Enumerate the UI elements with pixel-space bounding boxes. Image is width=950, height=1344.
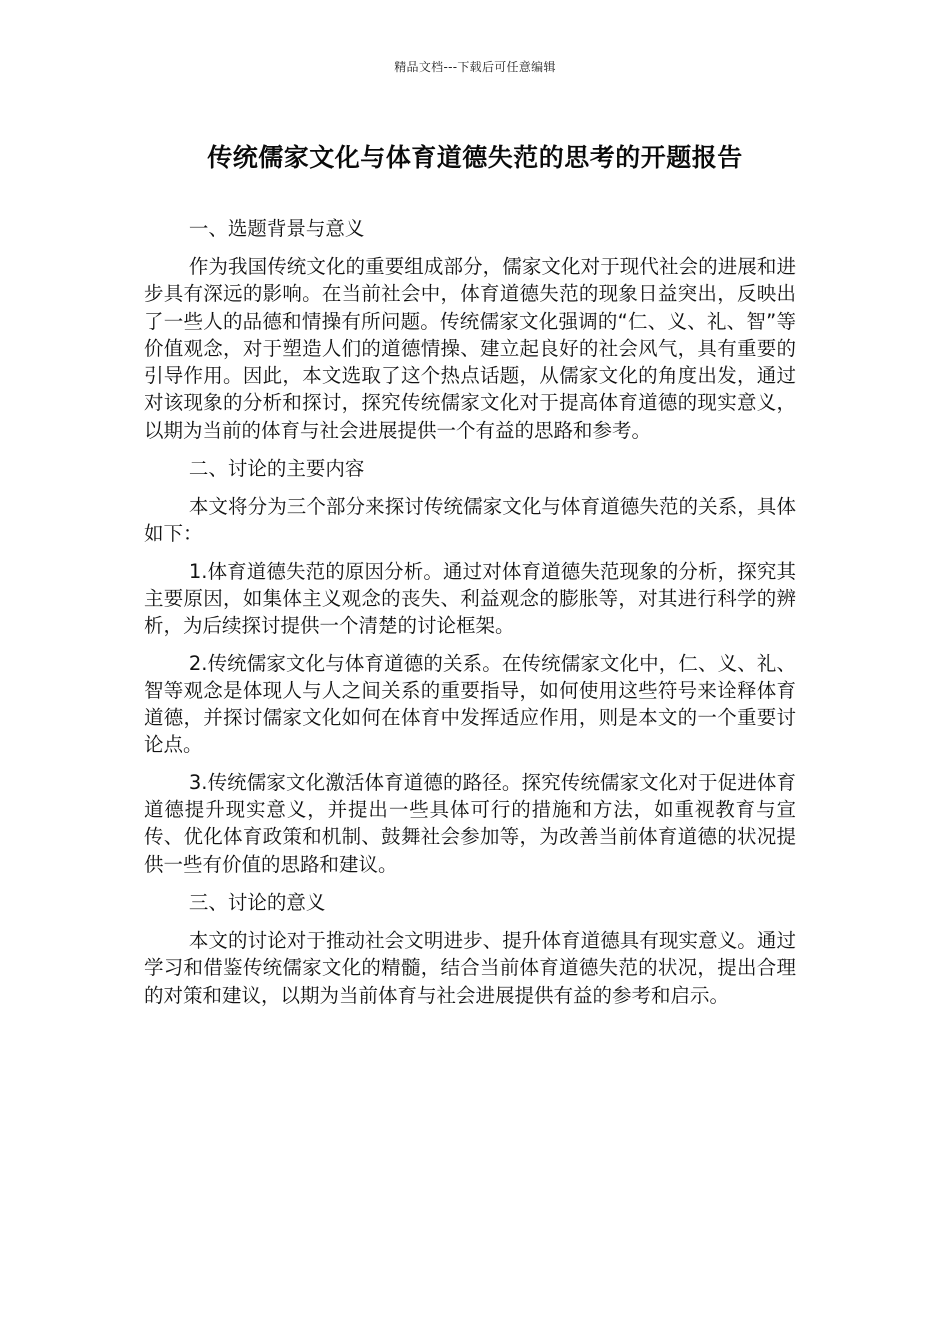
paragraph: 3.传统儒家文化激活体育道德的路径。探究传统儒家文化对于促进体育道德提升现实意义，并提出一些具体可行的措施和方法，如重视教育与宣传、优化体育政策和机制、鼓舞社会参加等，为改善当前体育道德的状况提供一些有价值的思路和建议。 (144, 770, 796, 876)
section-significance (144, 888, 796, 1009)
document-body (144, 214, 796, 1019)
paragraph: 作为我国传统文化的重要组成部分，儒家文化对于现代社会的进展和进步具有深远的影响。在当前社会中，体育道德失范的现象日益突出，反映出了一些人的品德和情操有所问题。传统儒家文化强调的“仁、义、礼、智”等价值观念，对于塑造人们的道德情操、建立起良好的社会风气，具有重要的引导作用。因此，本文选取了这个热点话题，从儒家文化的角度出发，通过对该现象的分析和探讨，探究传统儒家文化对于提高体育道德的现实意义，以期为当前的体育与社会进展提供一个有益的思路和参考。 (144, 255, 796, 442)
document-title: 传统儒家文化与体育道德失范的思考的开题报告 (207, 143, 743, 172)
paragraph: 本文将分为三个部分来探讨传统儒家文化与体育道德失范的关系，具体如下： (144, 495, 796, 546)
section-main-content (144, 454, 796, 878)
header-note: 精品文档---下载后可任意编辑 (394, 60, 556, 74)
section-background (144, 214, 796, 444)
section-heading: 三、讨论的意义 (188, 890, 326, 914)
paragraph: 1.体育道德失范的原因分析。通过对体育道德失范现象的分析，探究其主要原因，如集体主义观念的丧失、利益观念的膨胀等，对其进行科学的辨析，为后续探讨提供一个清楚的讨论框架。 (144, 559, 796, 638)
section-heading: 二、讨论的主要内容 (188, 457, 365, 481)
paragraph: 2.传统儒家文化与体育道德的关系。在传统儒家文化中，仁、义、礼、智等观念是体现人与人之间关系的重要指导，如何使用这些符号来诠释体育道德，并探讨儒家文化如何在体育中发挥适应作用，则是本文的一个重要讨论点。 (144, 651, 796, 757)
section-heading: 一、选题背景与意义 (188, 217, 365, 240)
paragraph: 本文的讨论对于推动社会文明进步、提升体育道德具有现实意义。通过学习和借鉴传统儒家文化的精髓，结合当前体育道德失范的状况，提出合理的对策和建议，以期为当前体育与社会进展提供有益的参考和启示。 (144, 928, 796, 1007)
